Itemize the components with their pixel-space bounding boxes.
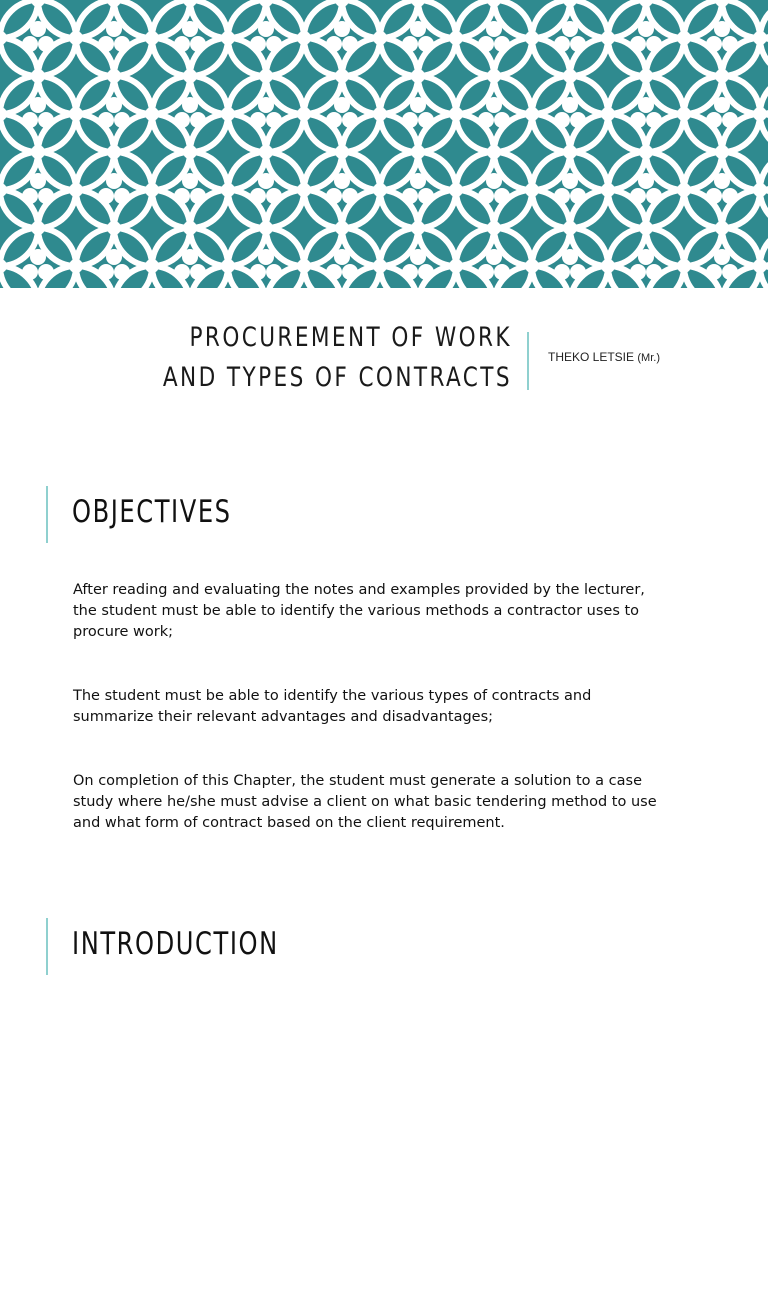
title-slide — [0, 0, 768, 432]
objectives-heading: OBJECTIVES — [72, 494, 232, 530]
introduction-heading: INTRODUCTION — [72, 926, 279, 962]
presentation-title: PROCUREMENT OF WORK AND TYPES OF CONTRACTS — [162, 322, 513, 393]
objectives-body — [73, 580, 673, 834]
circle-lattice-pattern — [0, 0, 768, 288]
heading-accent-bar — [46, 486, 48, 543]
objective-paragraph: On completion of this Chapter, the student must generate a solution to a case study where he/she must advise a client on what basic tendering method to use and what form of contract based on the client requirement. — [73, 773, 657, 831]
objective-paragraph: After reading and evaluating the notes and examples provided by the lecturer, the student must be able to identify the various methods a contractor uses to procure work; — [73, 582, 645, 640]
introduction-slide — [0, 864, 768, 1296]
title-block — [0, 288, 768, 432]
heading-accent-bar — [46, 918, 48, 975]
objectives-slide — [0, 432, 768, 864]
author-name: THEKO LETSIE — [548, 350, 635, 364]
objective-paragraph: The student must be able to identify the various types of contracts and summarize their relevant advantages and disadvantages; — [73, 688, 592, 725]
decorative-pattern-banner — [0, 0, 768, 288]
author-suffix: (Mr.) — [637, 352, 660, 364]
author — [548, 350, 660, 364]
title-divider — [527, 332, 529, 390]
